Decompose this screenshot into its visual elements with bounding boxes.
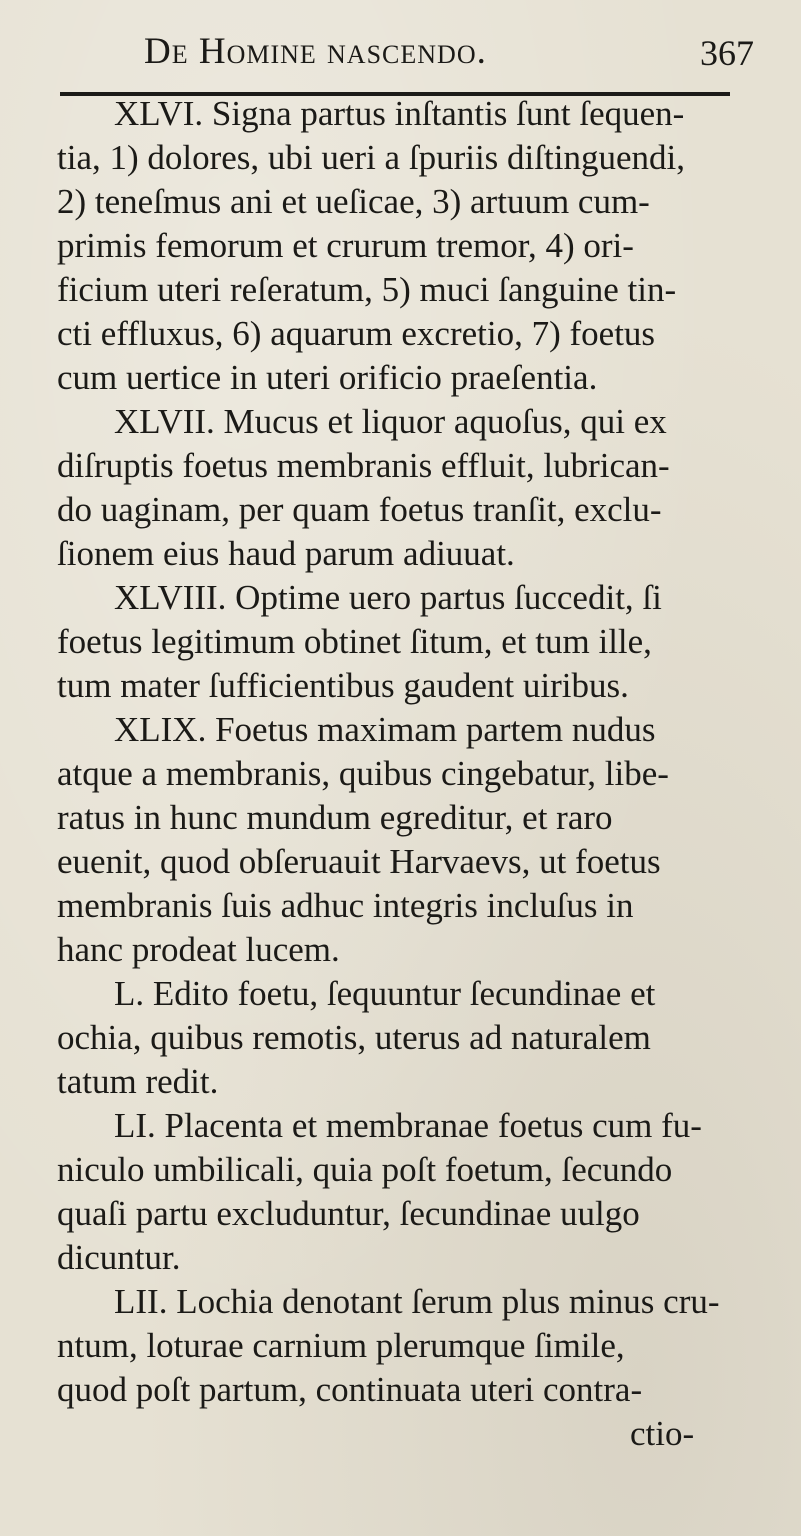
- text-line: XLIX. Foetus maximam partem nudus: [114, 710, 656, 749]
- text-line: 2) teneſmus ani et ueſicae, 3) artuum cum-: [57, 182, 650, 221]
- text-line: membranis ſuis adhuc integris incluſus in: [57, 886, 634, 925]
- text-line: hanc prodeat lucem.: [57, 930, 340, 969]
- text-line: foetus legitimum obtinet ſitum, et tum ille,: [57, 622, 652, 661]
- text-line: ficium uteri reſeratum, 5) muci ſanguine tin-: [57, 270, 677, 309]
- page-header: [0, 26, 801, 86]
- text-line: quod poſt partum, continuata uteri contra-: [57, 1370, 643, 1409]
- text-line: ſionem eius haud parum adiuuat.: [57, 534, 515, 573]
- text-line: tia, 1) dolores, ubi ueri a ſpuriis diſtinguendi,: [57, 138, 685, 177]
- text-line: L. Edito foetu, ſequuntur ſecundinae et: [114, 974, 656, 1013]
- text-line: XLVI. Signa partus inſtantis ſunt ſequen-: [114, 94, 685, 133]
- text-line: diſruptis foetus membranis effluit, lubrican-: [57, 446, 670, 485]
- text-line: atque a membranis, quibus cingebatur, libe-: [57, 754, 669, 793]
- text-line: LII. Lochia denotant ſerum plus minus cru-: [114, 1282, 720, 1321]
- text-line: ctio-: [630, 1414, 695, 1453]
- text-line: cti effluxus, 6) aquarum excretio, 7) foetus: [57, 314, 656, 353]
- text-line: quaſi partu excluduntur, ſecundinae uulgo: [57, 1194, 640, 1233]
- page-number: 367: [700, 33, 754, 73]
- text-line: LI. Placenta et membranae foetus cum fu-: [114, 1106, 702, 1145]
- text-line: do uaginam, per quam foetus tranſit, exclu-: [57, 490, 662, 529]
- text-line: dicuntur.: [57, 1238, 181, 1277]
- text-line: euenit, quod obſeruauit Harvaevs, ut foetus: [57, 842, 661, 881]
- text-line: ochia, quibus remotis, uterus ad naturalem: [57, 1018, 651, 1057]
- text-line: tum mater ſufficientibus gaudent uiribus.: [57, 666, 629, 705]
- text-line: primis femorum et crurum tremor, 4) ori-: [57, 226, 634, 265]
- text-line: XLVII. Mucus et liquor aquoſus, qui ex: [114, 402, 667, 441]
- text-line: ratus in hunc mundum egreditur, et raro: [57, 798, 613, 837]
- text-line: XLVIII. Optime uero partus ſuccedit, ſi: [114, 578, 662, 617]
- running-title: De Homine nascendo.: [144, 31, 487, 72]
- text-line: tatum redit.: [57, 1062, 219, 1101]
- text-line: ntum, loturae carnium plerumque ſimile,: [57, 1326, 625, 1365]
- text-line: cum uertice in uteri orificio praeſentia.: [57, 358, 598, 397]
- text-line: niculo umbilicali, quia poſt foetum, ſecundo: [57, 1150, 673, 1189]
